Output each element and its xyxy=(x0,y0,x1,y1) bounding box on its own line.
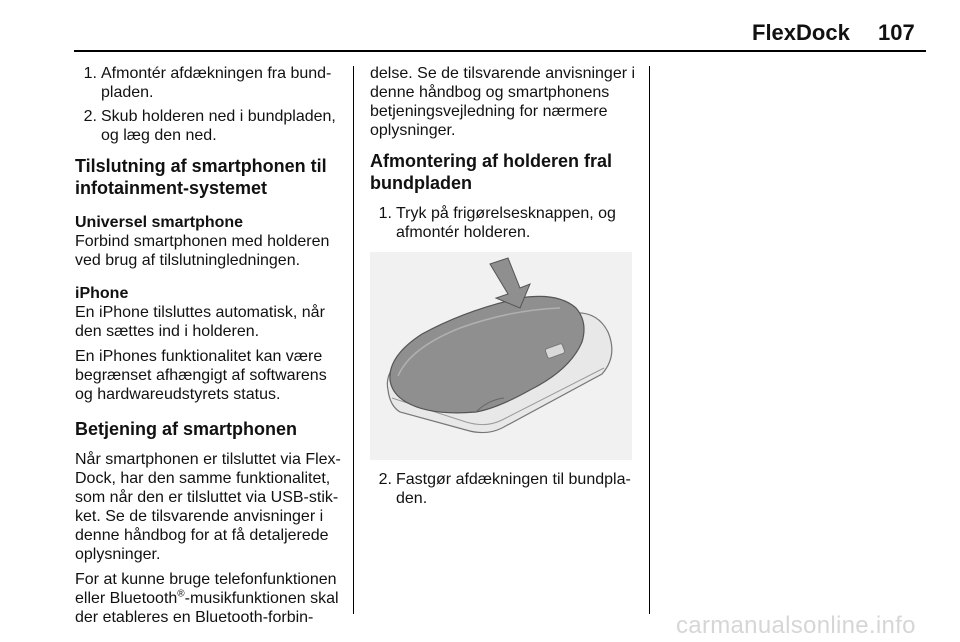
flexdock-holder-drawing xyxy=(370,252,632,460)
section-heading-operate: Betjening af smartphonen xyxy=(75,419,298,439)
section-heading-connect: Tilslutning af smartphonen til infotainment-systemet xyxy=(75,156,327,198)
holder-removal-illustration xyxy=(370,252,632,460)
registered-mark: ® xyxy=(177,588,185,600)
step-text: Fastgør afdækningen til bundpla-den. xyxy=(396,471,631,507)
bluetooth-text-start: For at kunne bruge telefonfunktionen eller Bluetooth xyxy=(75,571,337,607)
steps-list-remove-cont xyxy=(370,470,638,508)
step-text: Tryk på frigørelsesknappen, og afmontér holderen. xyxy=(396,205,616,241)
step-number: 2. xyxy=(83,108,97,125)
list-item xyxy=(370,470,638,508)
steps-list-cover xyxy=(75,64,345,145)
column-divider-left xyxy=(353,66,354,614)
column-divider-right xyxy=(649,66,650,614)
step-number: 1. xyxy=(378,205,392,222)
subheading-universal: Universel smartphone xyxy=(75,214,244,231)
column-middle xyxy=(370,64,638,513)
paragraph-iphone-auto: En iPhone tilsluttes automatisk, når den sættes ind i holderen. xyxy=(75,304,325,340)
paragraph-operate: Når smartphonen er tilsluttet via Flex-Dock, har den samme funktionalitet, som når den er tilsluttet via USB-stik-ket. Se de tilsvarende anvisninger i denne håndbog for at få detaljerede oplysninger. xyxy=(75,451,341,563)
running-header-title: FlexDock xyxy=(752,20,850,45)
steps-list-remove xyxy=(370,204,638,242)
page-number: 107 xyxy=(878,20,915,45)
bluetooth-text-end: -musikfunktionen skal der etableres en Bluetooth-forbin- xyxy=(75,590,339,626)
paragraph-iphone-limit: En iPhones funktionalitet kan være begrænset afhængigt af softwarens og hardwareudstyrets status. xyxy=(75,348,327,403)
header-rule xyxy=(74,50,926,52)
step-text: Afmontér afdækningen fra bund-pladen. xyxy=(101,65,332,101)
list-item xyxy=(370,204,638,242)
list-item xyxy=(75,64,345,102)
section-heading-remove: Afmontering af holderen fral bundpladen xyxy=(370,151,613,193)
paragraph-universal: Forbind smartphonen med holderen ved brug af tilslutningledningen. xyxy=(75,233,330,269)
step-text: Skub holderen ned i bundpladen, og læg den ned. xyxy=(101,108,336,144)
column-left xyxy=(75,64,345,627)
watermark-text: carmanualsonline.info xyxy=(676,612,916,639)
step-number: 1. xyxy=(83,65,97,82)
list-item xyxy=(75,107,345,145)
subheading-iphone: iPhone xyxy=(75,285,129,302)
paragraph-bluetooth xyxy=(75,570,345,627)
paragraph-continued: delse. Se de tilsvarende anvisninger i denne håndbog og smartphonens betjeningsvejledning for nærmere oplysninger. xyxy=(370,65,636,139)
step-number: 2. xyxy=(378,471,392,488)
